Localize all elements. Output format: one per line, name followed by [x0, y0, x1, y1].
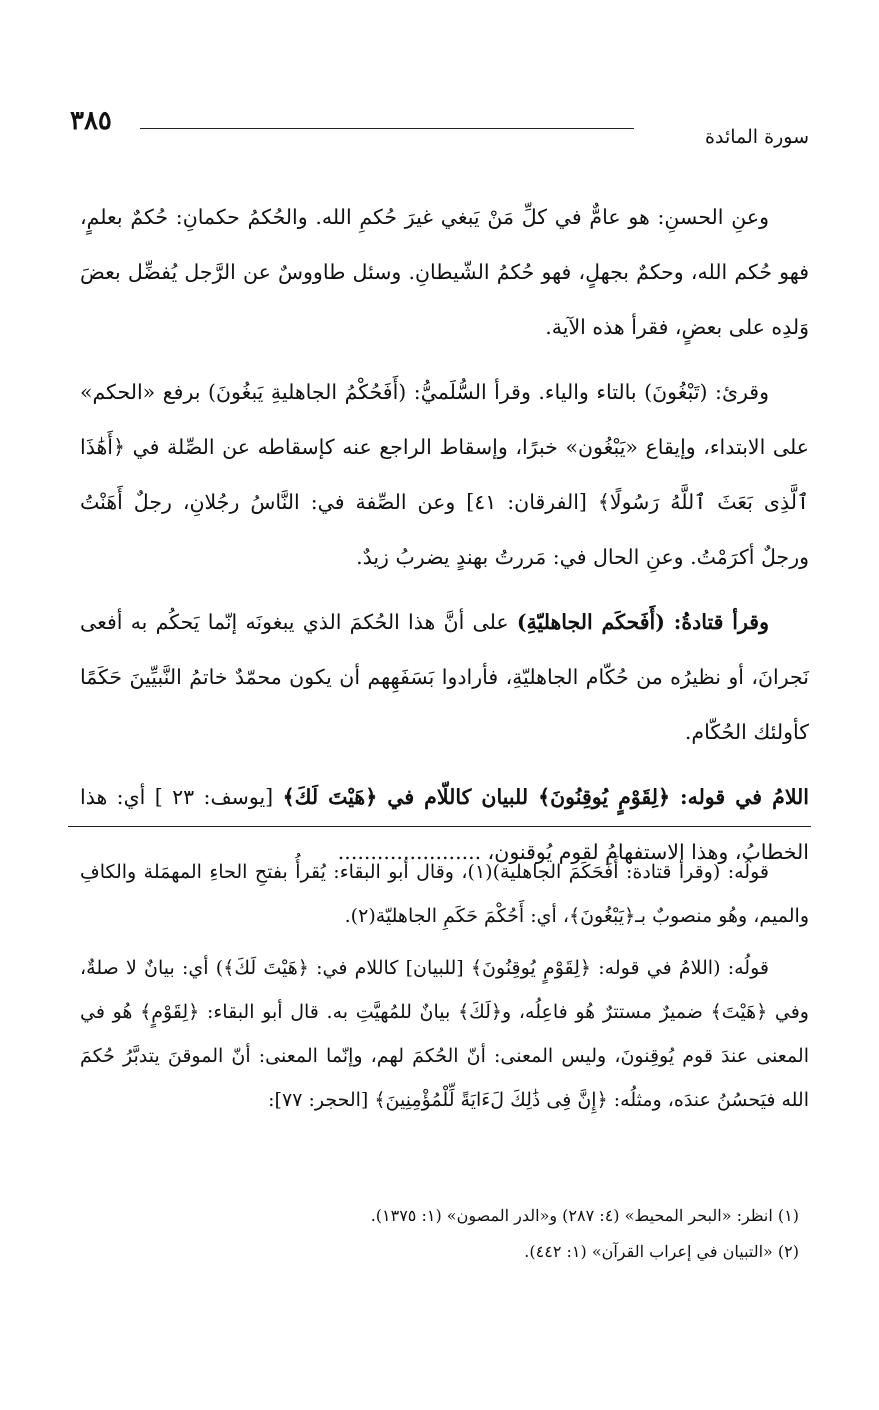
commentary-text: [80, 850, 809, 1130]
header-rule: [140, 128, 634, 129]
footnotes: [80, 1198, 799, 1270]
main-paragraph-1: وعنِ الحسنِ: هو عامٌّ في كلِّ مَنْ يَبغي غيرَ حُكمِ الله. والحُكمُ حكمانِ: حُكمٌ بعلمٍ، فهو حُكم الله، وحكمٌ بجهلٍ، فهو حُكمُ الشّيطانِ. وسئل طاووسٌ عن الرَّجل يُفضِّل بعضَ وَلدِه على بعضٍ، فقرأ هذه الآية.: [80, 205, 809, 339]
commentary-paragraph-1: قولُه: (وقرأ قتادة: أَفَحَكَمَ الجاهلية)(١)، وقال أبو البقاء: يُقرأُ بفتحِ الحاءِ المهمَلة والكافِ والميم، وهُو منصوبٌ بـ﴿يَبْغُونَ﴾، أي: أَحُكْمَ حَكَمِ الجاهليّة(٢).: [80, 861, 809, 927]
commentary-divider: [68, 826, 811, 827]
main-paragraph-2: وقرئ: (تَبْغُونَ) بالتاء والياء. وقرأ السُّلَميُّ: (أَفَحُكْمُ الجاهليةِ يَبغُونَ) برفع «الحكم» على الابتداء، وإيقاع «يَبْغُون» خبرًا، وإسقاط الراجع عنه كإسقاطه عن الصِّلة في ﴿أَهَٰذَا ٱلَّذِى بَعَثَ ٱللَّهُ رَسُولًا﴾ [الفرقان: ٤١] وعن الصِّفة في: النَّاسُ رجُلانِ، رجلٌ أَهَنْتُ ورجلٌ أكرَمْتُ. وعنِ الحال في: مَررتُ بهندٍ يضربُ زيدٌ.: [80, 380, 809, 569]
main-paragraph-4-heading: اللامُ في قوله: ﴿لِقَوْمٍ يُوقِنُونَ﴾ للبيان كاللّام في ﴿هَيْتَ لَكَ﴾: [282, 785, 809, 809]
main-paragraph-3-heading: وقرأ قتادةُ: (أَفَحكَم الجاهليّةِ): [516, 610, 770, 634]
main-text: [80, 190, 809, 890]
commentary-paragraph-2: قولُه: (اللامُ في قوله: ﴿لِقَوْمٍ يُوقِنُونَ﴾ [للبيان] كاللام في: ﴿هَيْتَ لَكَ﴾) أي: بيانٌ لا صلةٌ، وفي ﴿هَيْتَ﴾ ضميرٌ مستترٌ هُو فاعِلُه، و﴿لَكَ﴾ بيانٌ للمُهيَّتِ به. قال أبو البقاء: ﴿لِقَوْمٍ﴾ هُو في المعنى عندَ قوم يُوقِنونَ، وليس المعنى: أنّ الحُكمَ لهم، وإنّما المعنى: أنّ الموقنَ يتدبَّرُ حُكمَ الله فيَحسُنُ عندَه، ومثلُه: ﴿إِنَّ فِى ذَٰلِكَ لَءَايَةً لِّلْمُؤْمِنِينَ﴾ [الحجر: ٧٧]:: [80, 957, 809, 1111]
main-paragraph-3: [80, 595, 809, 760]
footnote-2: (٢) «التبيان في إعراب القرآن» (١: ٤٤٢).: [524, 1242, 799, 1261]
surah-name: سورة المائدة: [705, 126, 809, 148]
main-paragraph-4-body: [يوسف: ٢٣ ] أي: هذا الخطابُ، وهذا الاستفهامُ لقوم يُوقنون، ......................: [80, 785, 809, 864]
page-header: [70, 100, 809, 160]
footnote-1: (١) انظر: «البحر المحيط» (٤: ٢٨٧) و«الدر المصون» (١: ١٣٧٥).: [370, 1206, 799, 1225]
page-number: ٣٨٥: [70, 106, 112, 136]
main-paragraph-3-body: على أنَّ هذا الحُكمَ الذي يبغونَه إنّما يَحكُم به أفعى نَجرانَ، أو نظيرُه من حُكّام الجاهليّةِ، فأرادوا بَسَفَهِهم أن يكون محمّدٌ خاتمُ النَّبيِّينَ حَكَمًا كأولئك الحُكّام.: [80, 610, 809, 744]
